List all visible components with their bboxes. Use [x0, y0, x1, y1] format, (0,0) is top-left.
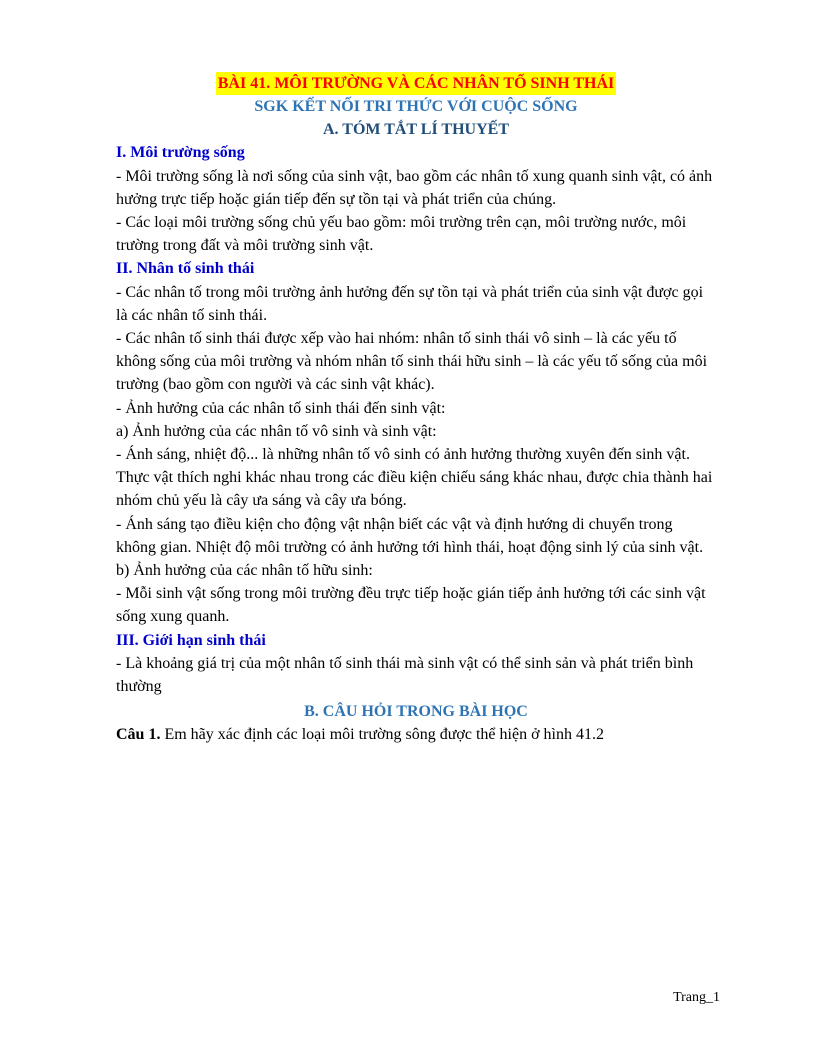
page-number: Trang_1	[673, 990, 720, 1005]
section-b-heading: B. CÂU HỎI TRONG BÀI HỌC	[304, 703, 528, 721]
part2-paragraph-1: - Các nhân tố trong môi trường ảnh hưởng đến sự tồn tại và phát triển của sinh vật được gọi là các nhân tố sinh thái.	[116, 283, 704, 324]
part2-paragraph-2: - Các nhân tố sinh thái được xếp vào hai nhóm: nhân tố sinh thái vô sinh – là các yếu tố không sống của môi trường và nhóm nhân tố sinh thái hữu sinh – là các yếu tố sống của môi trường (bao gồm con người và các sinh vật khác).	[116, 330, 708, 394]
part3-heading: III. Giới hạn sinh thái	[116, 631, 266, 649]
part2-paragraph-5: - Ánh sáng, nhiệt độ... là những nhân tố vô sinh có ảnh hưởng thường xuyên đến sinh vật. Thực vật thích nghi khác nhau trong các điều kiện chiếu sáng khác nhau, được chia thành hai nhóm chủ yếu là cây ưa sáng và cây ưa bóng.	[116, 446, 713, 510]
part1-paragraph-1: - Môi trường sống là nơi sống của sinh vật, bao gồm các nhân tố xung quanh sinh vật, có ảnh hưởng trực tiếp hoặc gián tiếp đến sự tồn tại và phát triển của chúng.	[116, 167, 713, 208]
part2-paragraph-6: - Ánh sáng tạo điều kiện cho động vật nhận biết các vật và định hướng di chuyển trong không gian. Nhiệt độ môi trường có ảnh hưởng tới hình thái, hoạt động sinh lý của sinh vật.	[116, 515, 704, 556]
part2-paragraph-4: a) Ảnh hưởng của các nhân tố vô sinh và sinh vật:	[116, 422, 437, 440]
question-1-label: Câu 1.	[116, 726, 161, 744]
question-1-text: Em hãy xác định các loại môi trường sông được thể hiện ở hình 41.2	[160, 726, 604, 744]
document-subtitle: SGK KẾT NỐI TRI THỨC VỚI CUỘC SỐNG	[254, 98, 578, 115]
title-row	[116, 72, 716, 95]
question-1	[116, 723, 716, 746]
part2-paragraph-8: - Mỗi sinh vật sống trong môi trường đều trực tiếp hoặc gián tiếp ảnh hưởng tới các sinh vật sống xung quanh.	[116, 585, 706, 626]
part1-paragraph-2: - Các loại môi trường sống chủ yếu bao gồm: môi trường trên cạn, môi trường nước, môi trường trong đất và môi trường sinh vật.	[116, 214, 687, 255]
part2-heading: II. Nhân tố sinh thái	[116, 260, 255, 278]
document-page	[116, 72, 716, 747]
document-title: BÀI 41. MÔI TRƯỜNG VÀ CÁC NHÂN TỐ SINH THÁI	[216, 72, 617, 95]
part2-paragraph-3: - Ảnh hưởng của các nhân tố sinh thái đến sinh vật:	[116, 399, 446, 417]
part1-heading: I. Môi trường sống	[116, 144, 245, 162]
part3-paragraph-1: - Là khoảng giá trị của một nhân tố sinh thái mà sinh vật có thể sinh sản và phát triển bình thường	[116, 654, 694, 696]
part2-paragraph-7: b) Ảnh hưởng của các nhân tố hữu sinh:	[116, 562, 373, 580]
section-a-heading: A. TÓM TẮT LÍ THUYẾT	[323, 121, 509, 139]
